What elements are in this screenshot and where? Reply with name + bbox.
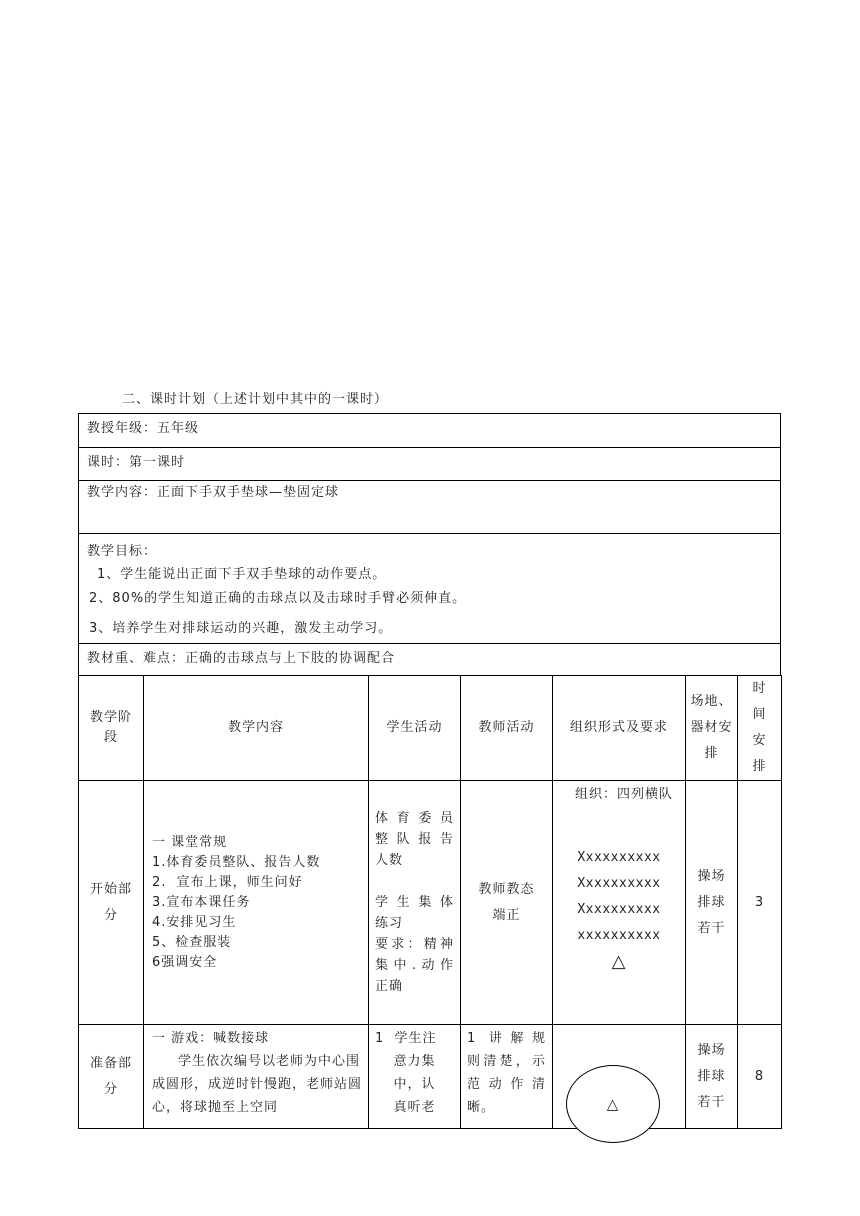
objectives-row (78, 533, 781, 643)
header-content: 教学内容 (144, 676, 369, 781)
teacher-line: 晰。 (467, 1100, 496, 1115)
lesson-plan-heading: 二、课时计划（上述计划中其中的一课时） (122, 392, 389, 407)
content-cell (144, 1025, 369, 1129)
student-line: 学生集体 (375, 895, 454, 910)
key-points-row (78, 643, 781, 676)
student-line: 中，认 (393, 1077, 436, 1092)
formation-row: xxxxxxxxxx (577, 928, 661, 943)
content-line: 1.体育委员整队、报告人数 (152, 854, 321, 870)
content-line: 一 课堂常规 (152, 834, 228, 850)
objective-item: 3、培养学生对排球运动的兴趣，激发主动学习。 (89, 621, 393, 636)
header-venue: 场地、器材安排 (686, 676, 738, 781)
student-line: 人数 (375, 853, 404, 868)
table-header-row (79, 676, 782, 781)
stage-cell: 准备部分 (79, 1025, 144, 1129)
header-organization: 组织形式及要求 (553, 676, 686, 781)
grade-row (78, 413, 781, 447)
venue-cell (686, 1025, 738, 1129)
student-line: 1 学生注 (375, 1031, 437, 1046)
teacher-position-symbol: △ (611, 951, 627, 972)
table-row (79, 781, 782, 1025)
teacher-line: 1 讲解规 (467, 1031, 546, 1046)
student-cell (369, 781, 461, 1025)
teacher-position-symbol: △ (606, 1095, 620, 1113)
student-line: 练习 (375, 916, 404, 931)
student-line: 集中.动作 (375, 958, 454, 973)
teacher-line: 则清楚，示 (467, 1054, 546, 1069)
content-cell (144, 781, 369, 1025)
time-cell: 3 (738, 781, 782, 1025)
content-line: 一 游戏：喊数接球 (152, 1031, 270, 1046)
student-line: 要求：精神 (375, 937, 454, 952)
venue-cell (686, 781, 738, 1025)
content-row (78, 480, 781, 533)
formation-row: Xxxxxxxxxx (577, 902, 661, 917)
header-student: 学生活动 (369, 676, 461, 781)
stage-cell: 开始部分 (79, 781, 144, 1025)
venue-line: 排球 (697, 1068, 726, 1084)
student-line: 体育委员 (375, 811, 454, 826)
venue-line: 操场 (697, 868, 726, 884)
circle-formation (566, 1065, 660, 1143)
teacher-cell (461, 781, 553, 1025)
objectives-title: 教学目标： (87, 544, 158, 559)
table-row (79, 1025, 782, 1129)
organization-title: 组织：四列横队 (575, 787, 674, 802)
content-text: 教学内容：正面下手双手垫球—垫固定球 (87, 485, 340, 500)
header-teacher: 教师活动 (461, 676, 553, 781)
content-line: 4.安排见习生 (152, 914, 237, 930)
period-text: 课时：第一课时 (87, 455, 186, 470)
lesson-table (78, 675, 782, 1129)
formation-row: Xxxxxxxxxx (577, 876, 661, 891)
student-line: 意力集 (393, 1054, 436, 1069)
organization-cell (553, 781, 686, 1025)
venue-line: 若干 (697, 920, 726, 936)
venue-line: 排球 (697, 894, 726, 910)
student-line (375, 871, 454, 892)
grade-text: 教授年级：五年级 (87, 421, 200, 436)
header-stage: 教学阶段 (79, 676, 144, 781)
objective-item: 1、学生能说出正面下手双手垫球的动作要点。 (97, 567, 387, 582)
period-row (78, 447, 781, 480)
teacher-cell (461, 1025, 553, 1129)
content-line: 6强调安全 (152, 954, 218, 970)
venue-line: 若干 (697, 1094, 726, 1110)
teacher-line: 教师教态 (478, 881, 535, 897)
organization-cell (553, 1025, 686, 1129)
content-line: 2. 宣布上课，师生问好 (152, 874, 303, 890)
header-time: 时间安排 (738, 676, 782, 781)
teacher-line: 范动作清 (467, 1077, 546, 1092)
objective-item: 2、80%的学生知道正确的击球点以及击球时手臂必须伸直。 (89, 591, 467, 606)
formation-row: Xxxxxxxxxx (577, 850, 661, 865)
student-line: 正确 (375, 979, 404, 994)
venue-line: 操场 (697, 1042, 726, 1058)
key-points-text: 教材重、难点：正确的击球点与上下肢的协调配合 (87, 651, 396, 666)
student-line: 真听老 (393, 1100, 436, 1115)
time-cell: 8 (738, 1025, 782, 1129)
content-line: 5、检查服装 (152, 934, 232, 950)
student-cell (369, 1025, 461, 1129)
content-line: 3.宣布本课任务 (152, 894, 251, 910)
content-paragraph: 学生依次编号以老师为中心围成圆形，成逆时针慢跑，老师站圆心，将球抛至上空同 (152, 1054, 363, 1115)
student-line: 整队报告 (375, 832, 454, 847)
teacher-line: 端正 (492, 907, 521, 923)
